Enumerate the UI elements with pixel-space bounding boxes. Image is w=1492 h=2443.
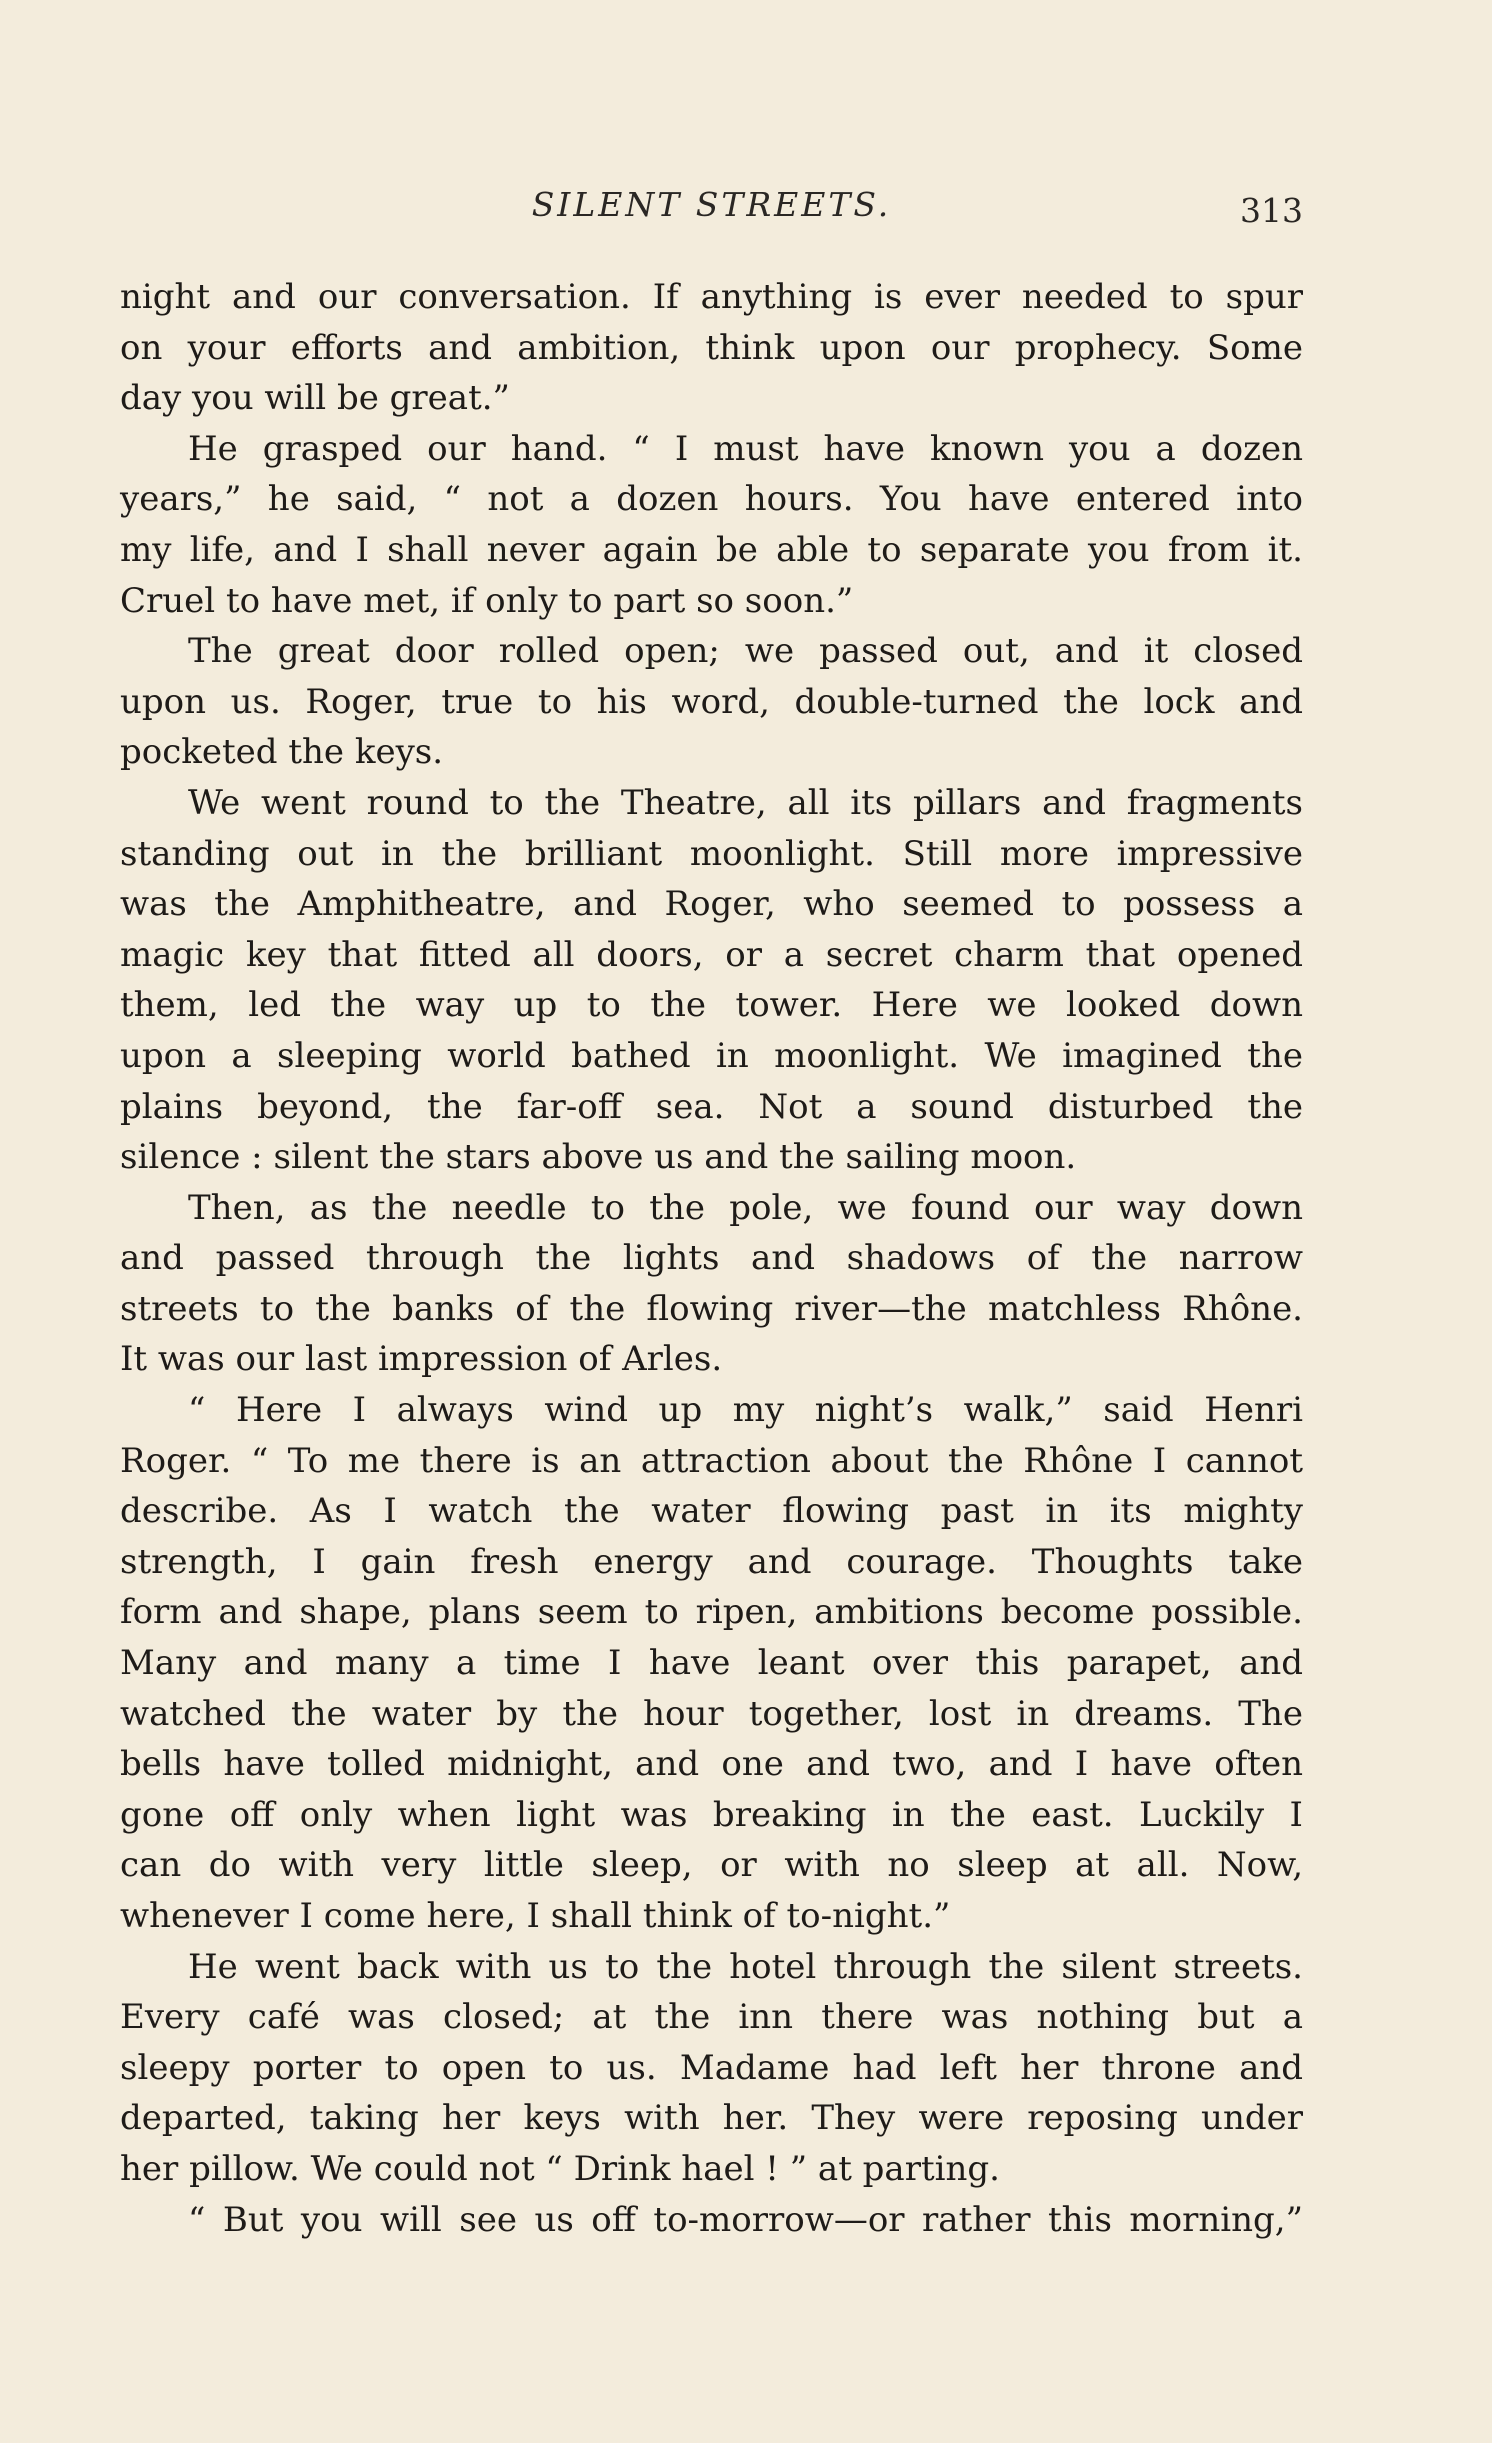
- text-line: upon us. Roger, true to his word, double-turned the lock and: [120, 681, 1303, 722]
- text-line: strength, I gain fresh energy and courage. Thoughts take: [120, 1541, 1303, 1582]
- text-line: Many and many a time I have leant over this parapet, and: [120, 1643, 1303, 1684]
- text-line: form and shape, plans seem to ripen, ambitions become possible.: [120, 1592, 1303, 1633]
- text-line: standing out in the brilliant moonlight. Still more impressive: [120, 833, 1303, 874]
- text-line: The great door rolled open; we passed out, and it closed: [188, 631, 1303, 672]
- text-line: He went back with us to the hotel through the silent streets.: [188, 1946, 1303, 1987]
- text-line: departed, taking her keys with her. They were reposing under: [120, 2098, 1303, 2139]
- text-line: bells have tolled midnight, and one and two, and I have often: [120, 1744, 1303, 1785]
- text-line: streets to the banks of the flowing river—the matchless Rhône.: [120, 1288, 1303, 1329]
- running-head: SILENT STREETS.: [531, 185, 892, 224]
- text-line: them, led the way up to the tower. Here we looked down: [120, 985, 1303, 1026]
- text-line: Roger. “ To me there is an attraction about the Rhône I cannot: [120, 1440, 1303, 1481]
- text-line: It was our last impression of Arles.: [120, 1339, 723, 1380]
- text-line: day you will be great.”: [120, 378, 510, 419]
- text-line: pocketed the keys.: [120, 732, 444, 773]
- text-line: Then, as the needle to the pole, we found our way down: [188, 1187, 1303, 1228]
- text-line: describe. As I watch the water flowing past in its mighty: [120, 1491, 1303, 1532]
- text-line: silence : silent the stars above us and the sailing moon.: [120, 1137, 1077, 1178]
- text-line: years,” he said, “ not a dozen hours. You have entered into: [120, 479, 1303, 520]
- text-line: “ Here I always wind up my night’s walk,” said Henri: [188, 1390, 1303, 1431]
- text-line: sleepy porter to open to us. Madame had left her throne and: [120, 2047, 1303, 2088]
- text-line: her pillow. We could not “ Drink hael ! ” at parting.: [120, 2148, 1000, 2189]
- text-line: night and our conversation. If anything is ever needed to spur: [120, 277, 1303, 317]
- text-line: “ But you will see us off to-morrow—or rather this morning,”: [188, 2199, 1303, 2240]
- text-line: watched the water by the hour together, lost in dreams. The: [120, 1693, 1303, 1734]
- text-line: and passed through the lights and shadows of the narrow: [120, 1238, 1303, 1279]
- text-line: my life, and I shall never again be able to separate you from it.: [120, 529, 1303, 570]
- text-line: We went round to the Theatre, all its pillars and fragments: [188, 782, 1303, 823]
- text-line: Cruel to have met, if only to part so soon.”: [120, 580, 854, 621]
- body-text: [120, 272, 1303, 2245]
- text-line: He grasped our hand. “ I must have known you a dozen: [188, 428, 1303, 469]
- text-line: plains beyond, the far-off sea. Not a sound disturbed the: [120, 1086, 1303, 1127]
- page-header: [120, 185, 1303, 235]
- text-line: on your efforts and ambition, think upon our prophecy. Some: [120, 327, 1303, 368]
- text-line: can do with very little sleep, or with no sleep at all. Now,: [120, 1845, 1303, 1886]
- text-line: gone off only when light was breaking in the east. Luckily I: [120, 1794, 1303, 1835]
- page-number: 313: [1240, 191, 1303, 230]
- text-line: magic key that fitted all doors, or a secret charm that opened: [120, 934, 1303, 975]
- text-line: was the Amphitheatre, and Roger, who seemed to possess a: [120, 884, 1303, 925]
- text-line: Every café was closed; at the inn there was nothing but a: [120, 1997, 1303, 2038]
- text-line: whenever I come here, I shall think of to-night.”: [120, 1896, 951, 1936]
- text-line: upon a sleeping world bathed in moonlight. We imagined the: [120, 1035, 1303, 1076]
